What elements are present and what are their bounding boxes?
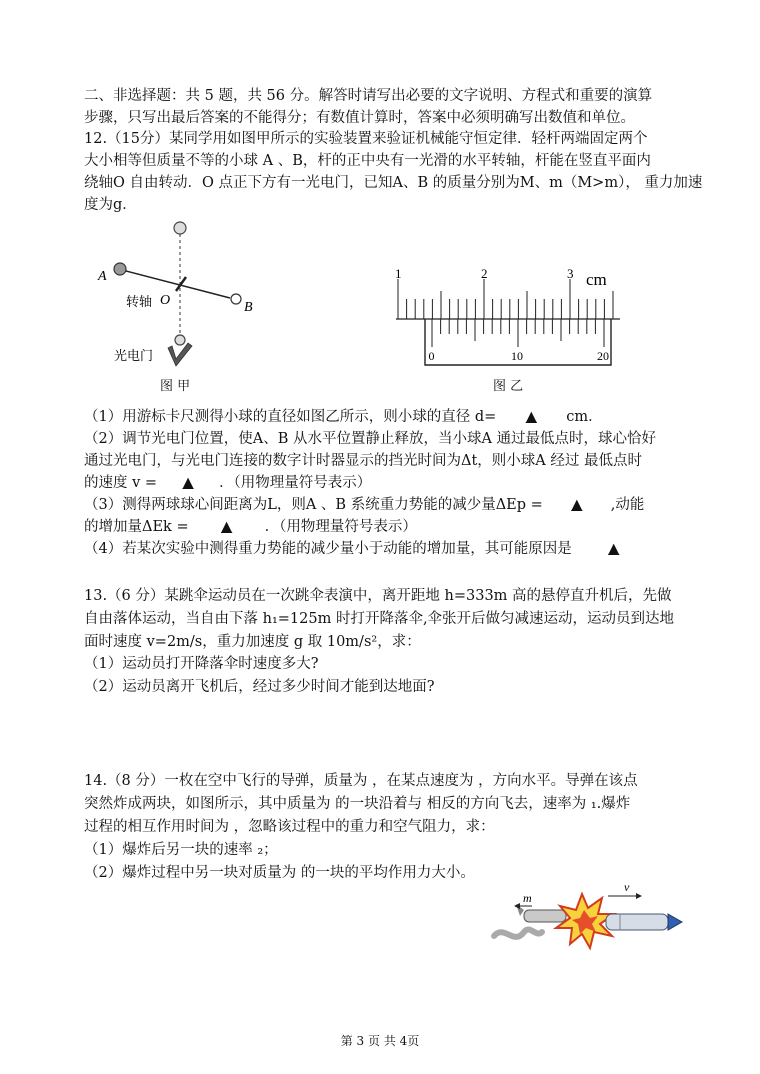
unit-label: cm [586, 270, 607, 289]
q12-sub3-line1-text: （3）测得两球球心间距离为L，则A 、B 系统重力势能的减少量ΔEp = [84, 497, 543, 513]
top-ball [174, 222, 186, 234]
label-photogate: 光电门 [114, 348, 154, 363]
triangle-icon: ▲ [608, 541, 620, 557]
label-v: v [624, 880, 630, 894]
q12-line3: 绕轴O 自由转动．O 点正下方有一光电门，已知A、B 的质量分别为M、m（M>m）， 重力加速 [84, 175, 703, 191]
answer-blank[interactable] [189, 517, 265, 537]
label-O: O [160, 293, 171, 308]
q12-sub3-line2-text: 的增加量ΔEk = [84, 519, 189, 535]
label-m: m [523, 891, 532, 905]
q13-line3: 面时速度 v=2m/s，重力加速度 g 取 10m/s²，求： [84, 634, 421, 650]
q12-sub1 [84, 407, 603, 427]
q12-sub2-line2: 通过光电门，与光电门连接的数字计时器显示的挡光时间为Δt，则小球A 经过 最低点时 [84, 453, 642, 469]
q12-sub2-line3-text: 的速度 v = [84, 475, 158, 491]
triangle-icon: ▲ [221, 519, 233, 535]
triangle-icon: ▲ [571, 497, 583, 513]
section-instructions-line2: 步骤，只写出最后答案的不能得分；有数值计算时，答案中必须明确写出数值和单位。 [84, 110, 635, 126]
missile-fragment-right [606, 914, 682, 930]
caption-yi: 图 乙 [493, 379, 524, 394]
missile-fragment-left [516, 904, 566, 922]
q14-sub1: （1）爆炸后另一块的速率 ₂； [84, 842, 278, 858]
q13-line2: 自由落体运动，当自由下落 h₁=125m 时打开降落伞,伞张开后做匀减速运动，运动员到达地 [84, 611, 675, 627]
label-B: B [244, 300, 253, 315]
vernier-label: 20 [597, 349, 609, 363]
section-instructions-line1: 二、非选择题：共 5 题，共 56 分。解答时请写出必要的文字说明、方程式和重要的演算 [84, 88, 653, 104]
smoke-trail [494, 929, 542, 936]
q14-line1: 14.（8 分）一枚在空中飞行的导弹，质量为 ，在某点速度为 ，方向水平。导弹在该点 [84, 773, 638, 789]
q14-line3: 过程的相互作用时间为 ，忽略该过程中的重力和空气阻力，求： [84, 819, 495, 835]
arrow-m-head [514, 903, 520, 909]
q12-sub2-line3 [84, 473, 371, 493]
ball-A [114, 263, 126, 275]
label-A: A [98, 269, 107, 284]
answer-blank[interactable] [543, 495, 611, 515]
q12-sub2-line1: （2）调节光电门位置，使A、B 从水平位置静止释放，当小球A 通过最低点时，球心恰好 [84, 431, 657, 447]
q12-sub3-line1-tail: ,动能 [610, 497, 645, 513]
triangle-icon: ▲ [182, 475, 194, 491]
answer-blank[interactable] [572, 539, 656, 559]
q12-sub1-unit: cm． [566, 409, 603, 425]
q12-sub4-text: （4）若某次实验中测得重力势能的减少量小于动能的增加量，其可能原因是 [84, 541, 572, 557]
page-footer: 第 3 页 共 4页 [340, 1034, 420, 1048]
q12-line2: 大小相等但质量不等的小球 A 、B，杆的正中央有一光滑的水平转轴，杆能在竖直平面内 [84, 153, 651, 169]
q14-line2: 突然炸成两块，如图所示，其中质量为 的一块沿着与 相反的方向飞去，速率为 ₁.爆炸 [84, 796, 631, 812]
q13-line1: 13.（6 分）某跳伞运动员在一次跳伞表演中，离开距地 h=333m 高的悬停直升机后，先做 [84, 588, 672, 604]
photogate-icon [168, 343, 192, 366]
answer-blank[interactable] [157, 473, 219, 493]
q12-line1: 12.（15分）某同学用如图甲所示的实验装置来验证机械能守恒定律．轻杆两端固定两个 [84, 131, 648, 147]
figure-jia [96, 218, 276, 388]
main-scale-label: 1 [395, 266, 402, 281]
figure-yi-caliper [388, 262, 628, 372]
q12-sub1-text: （1）用游标卡尺测得小球的直径如图乙所示，则小球的直径 d= [84, 409, 497, 425]
main-scale-label: 2 [481, 266, 488, 281]
triangle-icon: ▲ [525, 409, 537, 425]
q13-sub2: （2）运动员离开飞机后，经过多少时间才能到达地面? [84, 679, 435, 695]
q12-sub3-line2-note: ．（用物理量符号表示） [264, 519, 417, 535]
q12-sub3-line1 [84, 495, 644, 515]
q12-sub3-line2 [84, 517, 417, 537]
label-axis: 转轴 [126, 294, 153, 309]
figure-missile-explosion [490, 876, 690, 966]
q12-sub2-line3-note: ．（用物理量符号表示） [219, 475, 372, 491]
q13-sub1: （1）运动员打开降落伞时速度多大? [84, 656, 319, 672]
vernier-label: 10 [511, 349, 523, 363]
q14-sub2: （2）爆炸过程中另一块对质量为 的一块的平均作用力大小。 [84, 865, 475, 881]
main-scale-label: 3 [567, 266, 574, 281]
ball-B [231, 294, 241, 304]
caption-jia: 图 甲 [160, 379, 191, 394]
q12-sub4 [84, 539, 656, 559]
arrow-v-head [636, 893, 642, 899]
vernier-label: 0 [428, 349, 435, 363]
answer-blank[interactable] [496, 407, 566, 427]
q12-line4: 度为g． [84, 197, 137, 213]
bottom-ball [175, 335, 185, 345]
